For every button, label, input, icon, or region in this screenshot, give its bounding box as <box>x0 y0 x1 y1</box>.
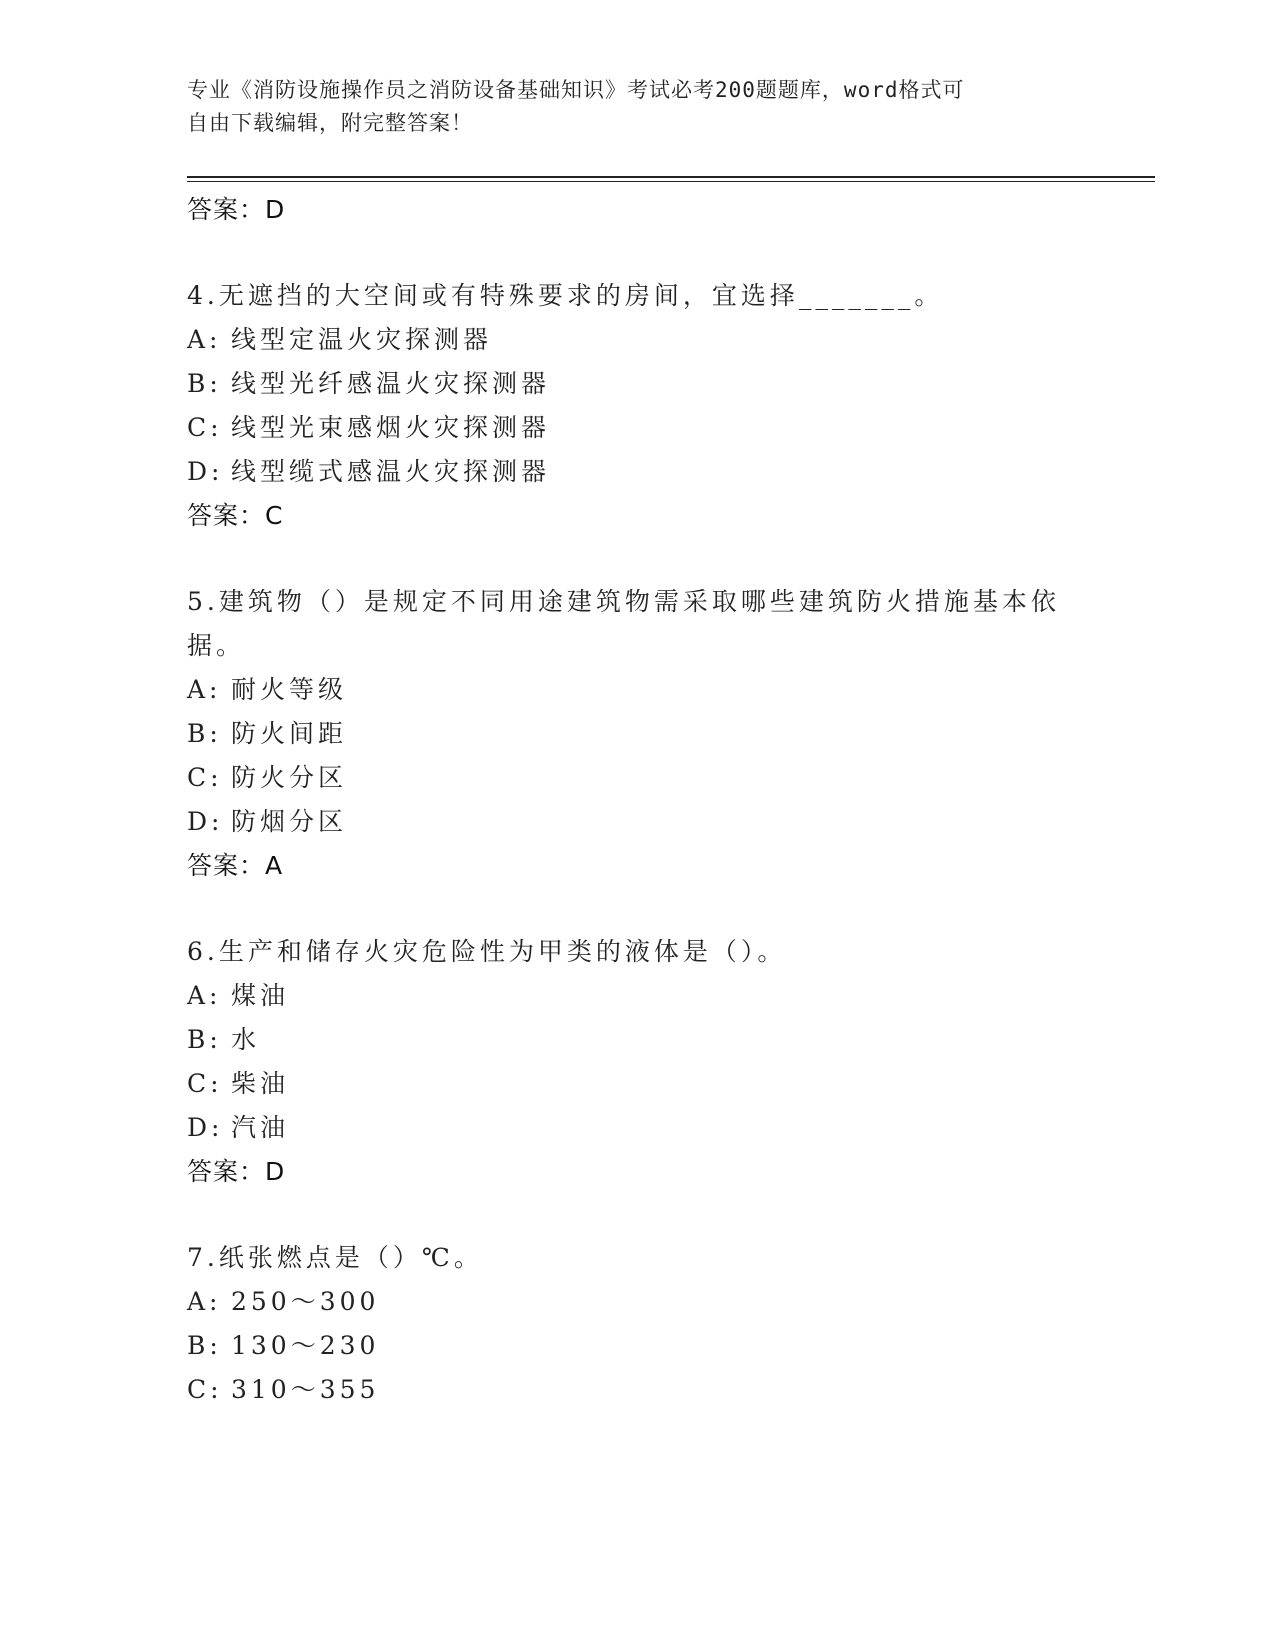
question-4-option-b <box>187 364 550 400</box>
option-letter: C: <box>187 413 223 442</box>
option-text: 防烟分区 <box>231 807 348 836</box>
question-4-option-d <box>187 452 550 488</box>
question-5-answer: 答案：A <box>187 851 284 880</box>
question-7-option-a <box>187 1282 379 1318</box>
question-5-option-d <box>187 802 347 838</box>
question-5-option-a <box>187 670 347 706</box>
question-6-option-b <box>187 1020 260 1056</box>
option-letter: A: <box>187 1287 222 1316</box>
option-text: 线型缆式感温火灾探测器 <box>231 457 551 486</box>
option-letter: D: <box>187 1113 224 1142</box>
option-letter: C: <box>187 1069 223 1098</box>
option-text: 线型光纤感温火灾探测器 <box>231 369 551 398</box>
question-5-option-c <box>187 758 347 794</box>
question-4-answer: 答案：C <box>187 501 284 530</box>
question-6-stem: 6.生产和储存火灾危险性为甲类的液体是（）。 <box>187 937 787 966</box>
document-header <box>187 74 1067 140</box>
option-text: 柴油 <box>231 1069 290 1098</box>
option-text: 耐火等级 <box>231 675 348 704</box>
question-5-stem-line-2: 据。 <box>187 631 246 660</box>
option-text: 防火间距 <box>231 719 348 748</box>
option-letter: B: <box>187 1331 222 1360</box>
question-6-answer: 答案：D <box>187 1157 286 1186</box>
option-text: 水 <box>231 1025 261 1054</box>
option-letter: C: <box>187 763 223 792</box>
option-letter: B: <box>187 369 222 398</box>
option-letter: D: <box>187 457 224 486</box>
question-7-stem: 7.纸张燃点是（）℃。 <box>187 1243 483 1272</box>
header-line-2: 自由下载编辑，附完整答案！ <box>187 111 473 135</box>
option-text: 线型定温火灾探测器 <box>231 325 493 354</box>
option-letter: C: <box>187 1375 223 1404</box>
option-text: 煤油 <box>231 981 290 1010</box>
answer-prev: 答案：D <box>187 195 286 224</box>
question-6-option-a <box>187 976 289 1012</box>
option-text: 线型光束感烟火灾探测器 <box>231 413 551 442</box>
header-line-1: 专业《消防设施操作员之消防设备基础知识》考试必考200题题库，word格式可 <box>187 78 965 102</box>
option-letter: A: <box>187 981 222 1010</box>
question-4-option-a <box>187 320 492 356</box>
option-letter: A: <box>187 325 222 354</box>
option-text: 250～300 <box>231 1287 380 1316</box>
option-text: 防火分区 <box>231 763 348 792</box>
header-divider-thin <box>187 181 1155 182</box>
question-4-option-c <box>187 408 550 444</box>
question-5-stem-line-1: 5.建筑物（）是规定不同用途建筑物需采取哪些建筑防火措施基本依 <box>187 587 1060 616</box>
option-text: 310～355 <box>231 1375 380 1404</box>
question-4-stem: 4.无遮挡的大空间或有特殊要求的房间，宜选择_______。 <box>187 281 944 310</box>
option-text: 汽油 <box>231 1113 290 1142</box>
option-letter: A: <box>187 675 222 704</box>
question-7-option-b <box>187 1326 379 1362</box>
question-7-option-c <box>187 1370 379 1406</box>
question-6-option-c <box>187 1064 289 1100</box>
option-text: 130～230 <box>231 1331 380 1360</box>
option-letter: D: <box>187 807 224 836</box>
option-letter: B: <box>187 719 222 748</box>
question-6-option-d <box>187 1108 289 1144</box>
question-5-option-b <box>187 714 347 750</box>
header-divider-thick <box>187 176 1155 178</box>
option-letter: B: <box>187 1025 222 1054</box>
